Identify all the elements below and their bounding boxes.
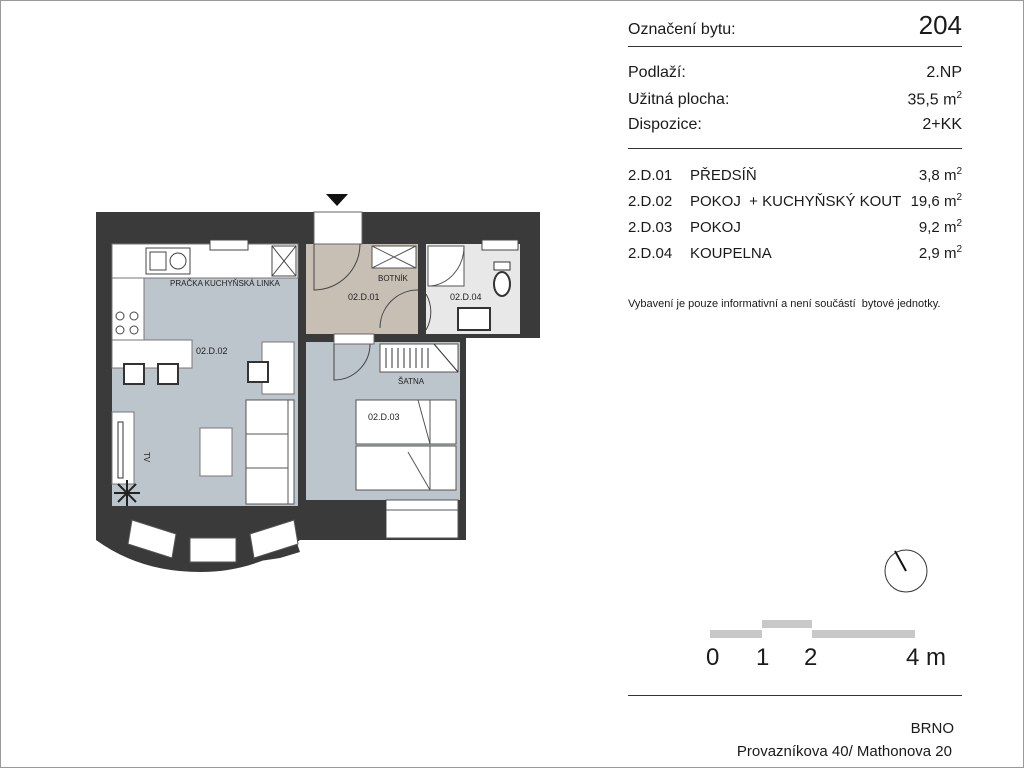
room-code: 2.D.03	[628, 219, 673, 236]
scale-bar	[708, 618, 928, 638]
info-value: 2+KK	[922, 116, 962, 133]
unit-row	[628, 10, 962, 41]
room-name: POKOJ	[690, 219, 741, 236]
room-row	[628, 166, 962, 184]
info-row-floor	[628, 64, 962, 82]
room-code: 2.D.01	[628, 167, 673, 184]
plan-label-d03: 02.D.03	[368, 412, 400, 422]
plan-label-kitchen: PRAČKA KUCHYŇSKÁ LINKA	[170, 279, 280, 288]
bedroom-door-opening	[334, 334, 374, 344]
furniture-note: Vybavení je pouze informativní a není součástí bytové jednotky.	[628, 298, 941, 310]
info-value: 2.NP	[926, 64, 962, 81]
scale-label: 0	[706, 644, 720, 671]
room-area: 2,9 $m^2$	[918, 244, 962, 262]
unit-label: Označení bytu:	[628, 21, 736, 38]
room-code: 2.D.02	[628, 193, 673, 210]
city: BRNO	[910, 720, 954, 737]
washbasin-icon	[458, 308, 490, 330]
plan-label-d04: 02.D.04	[450, 292, 482, 302]
divider	[628, 695, 962, 696]
info-row-layout	[628, 116, 962, 134]
bedroom-window	[386, 500, 458, 538]
divider	[628, 148, 962, 149]
desk-chair	[248, 362, 268, 382]
bed-lower	[356, 446, 456, 490]
toilet-icon	[494, 272, 510, 296]
room-area: 9,2 $m^2$	[918, 218, 962, 236]
room-row	[628, 244, 962, 262]
plan-label-botnik: BOTNÍK	[378, 274, 408, 283]
room-area: 19,6 $m^2$	[910, 192, 962, 210]
room-name: PŘEDSÍŇ	[690, 167, 757, 184]
plan-label-d02: 02.D.02	[196, 346, 228, 356]
bar-stool	[124, 364, 144, 384]
unit-number: 204	[918, 10, 962, 40]
room-row	[628, 192, 962, 210]
info-label: Dispozice:	[628, 116, 702, 133]
scale-label: 2	[804, 644, 818, 671]
room-name: POKOJ + KUCHYŇSKÝ KOUT	[690, 193, 902, 210]
address: Provazníkova 40/ Mathonova 20	[736, 743, 952, 760]
entry-door-opening	[314, 212, 362, 244]
coffee-table	[200, 428, 232, 476]
room-area: 3,8 $m^2$	[918, 166, 962, 184]
scale-label: 4 m	[906, 644, 947, 671]
kitchen-counter-side	[112, 278, 144, 340]
plan-label-tv: TV	[142, 452, 151, 463]
floor-plan	[0, 0, 600, 620]
info-value: 35,5 $m^2$	[907, 90, 962, 109]
info-label: Užitná plocha:	[628, 91, 730, 109]
bed-upper	[356, 400, 456, 444]
kitchen-counter	[112, 244, 298, 278]
room-name: KOUPELNA	[690, 245, 772, 262]
plan-label-satna: ŠATNA	[398, 377, 425, 386]
corner-wall	[306, 500, 386, 540]
divider	[628, 46, 962, 47]
info-label: Podlaží:	[628, 64, 686, 81]
entry-arrow-icon	[326, 194, 348, 206]
plan-label-d01: 02.D.01	[348, 292, 380, 302]
sofa	[246, 400, 294, 504]
room-row	[628, 218, 962, 236]
scale-label: 1	[756, 644, 770, 671]
north-arrow-icon	[882, 547, 932, 597]
room-code: 2.D.04	[628, 245, 673, 262]
bathroom-window	[482, 240, 518, 250]
bar-stool	[158, 364, 178, 384]
kitchen-window	[210, 240, 248, 250]
info-row-area	[628, 90, 962, 109]
shower-icon	[428, 246, 464, 286]
